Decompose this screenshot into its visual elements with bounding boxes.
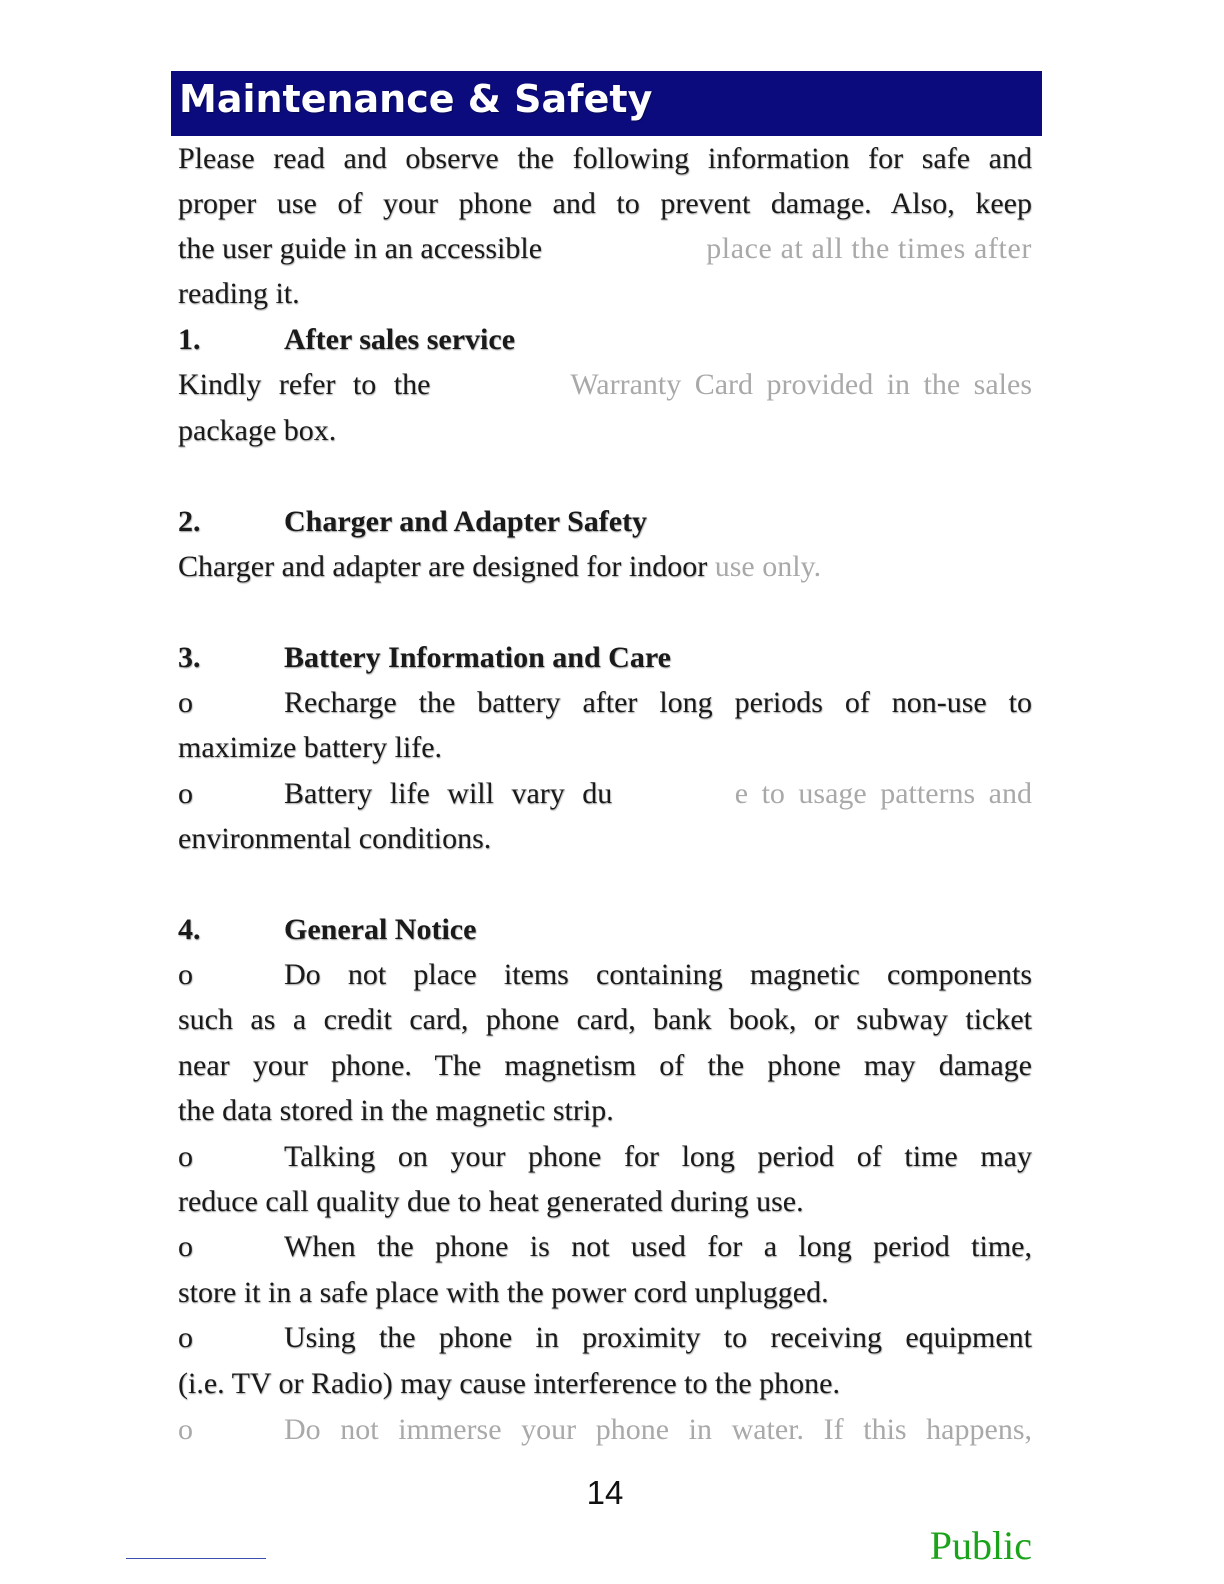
intro-line-2: proper use of your phone and to prevent damage. Also, keep <box>178 187 1032 220</box>
section-2-text: Charger and adapter are designed for indoor <box>178 550 708 583</box>
bullet-continuation: reduce call quality due to heat generated during use. <box>178 1185 804 1218</box>
bullet-marker: o <box>178 1230 193 1263</box>
list-item <box>178 1407 1032 1453</box>
list-item <box>178 1134 1032 1180</box>
section-1-line-1 <box>178 362 1032 408</box>
bullet-marker: o <box>178 1140 193 1173</box>
bullet-marker: o <box>178 686 193 719</box>
bullet-text: Talking on your phone for long period of time may <box>284 1140 1032 1173</box>
classification-label: Public <box>929 1523 1032 1568</box>
section-2-faded-text: use only. <box>714 550 822 583</box>
list-item <box>178 1224 1032 1270</box>
list-item <box>178 680 1032 726</box>
list-item <box>178 952 1032 998</box>
bullet-text <box>284 771 1032 817</box>
bullet-continuation: store it in a safe place with the power cord unplugged. <box>178 1276 829 1309</box>
intro-line-3-faded-text: place at all the times after <box>706 232 1032 265</box>
bullet-text: Do not immerse your phone in water. If this happens, <box>284 1413 1032 1446</box>
bullet-continuation: environmental conditions. <box>178 822 492 855</box>
bullet-text: When the phone is not used for a long period time, <box>284 1230 1032 1263</box>
section-1-line-2: package box. <box>178 414 337 447</box>
page-number: 14 <box>586 1474 624 1511</box>
bullet-marker: o <box>178 1413 193 1446</box>
section-1-text: Kindly refer to the <box>178 368 431 401</box>
section-number: 1. <box>178 323 201 356</box>
bullet-text: Do not place items containing magnetic components <box>284 958 1032 991</box>
bullet-continuation: near your phone. The magnetism of the phone may damage <box>178 1049 1032 1082</box>
section-title: Battery Information and Care <box>284 641 671 674</box>
footnote-divider <box>126 1558 266 1559</box>
section-banner <box>171 71 1042 136</box>
bullet-text: Recharge the battery after long periods of non-use to <box>284 686 1032 719</box>
section-title: After sales service <box>284 323 516 356</box>
list-item <box>178 1315 1032 1361</box>
bullet-marker: o <box>178 1321 193 1354</box>
bullet-marker: o <box>178 777 193 810</box>
section-number: 2. <box>178 505 201 538</box>
list-item <box>178 771 1032 817</box>
intro-line-3-text: the user guide in an accessible <box>178 232 543 265</box>
bullet-continuation: maximize battery life. <box>178 731 443 764</box>
bullet-text: Using the phone in proximity to receiving equipment <box>284 1321 1032 1354</box>
bullet-marker: o <box>178 958 193 991</box>
intro-line-4: reading it. <box>178 277 300 310</box>
bullet-text-faded: e to usage patterns and <box>734 777 1032 810</box>
bullet-continuation: the data stored in the magnetic strip. <box>178 1094 614 1127</box>
section-title: Charger and Adapter Safety <box>284 505 648 538</box>
page-title: Maintenance & Safety <box>179 77 653 121</box>
bullet-text-main: Battery life will vary du <box>284 777 613 810</box>
section-1-faded-text: Warranty Card provided in the sales <box>570 368 1032 401</box>
intro-line-1: Please read and observe the following information for safe and <box>178 142 1032 175</box>
bullet-continuation: (i.e. TV or Radio) may cause interference to the phone. <box>178 1367 840 1400</box>
section-number: 4. <box>178 913 201 946</box>
intro-line-3 <box>178 226 1032 272</box>
section-2-line-1 <box>178 544 1032 590</box>
bullet-continuation: such as a credit card, phone card, bank book, or subway ticket <box>178 1003 1032 1036</box>
section-number: 3. <box>178 641 201 674</box>
section-title: General Notice <box>284 913 477 946</box>
